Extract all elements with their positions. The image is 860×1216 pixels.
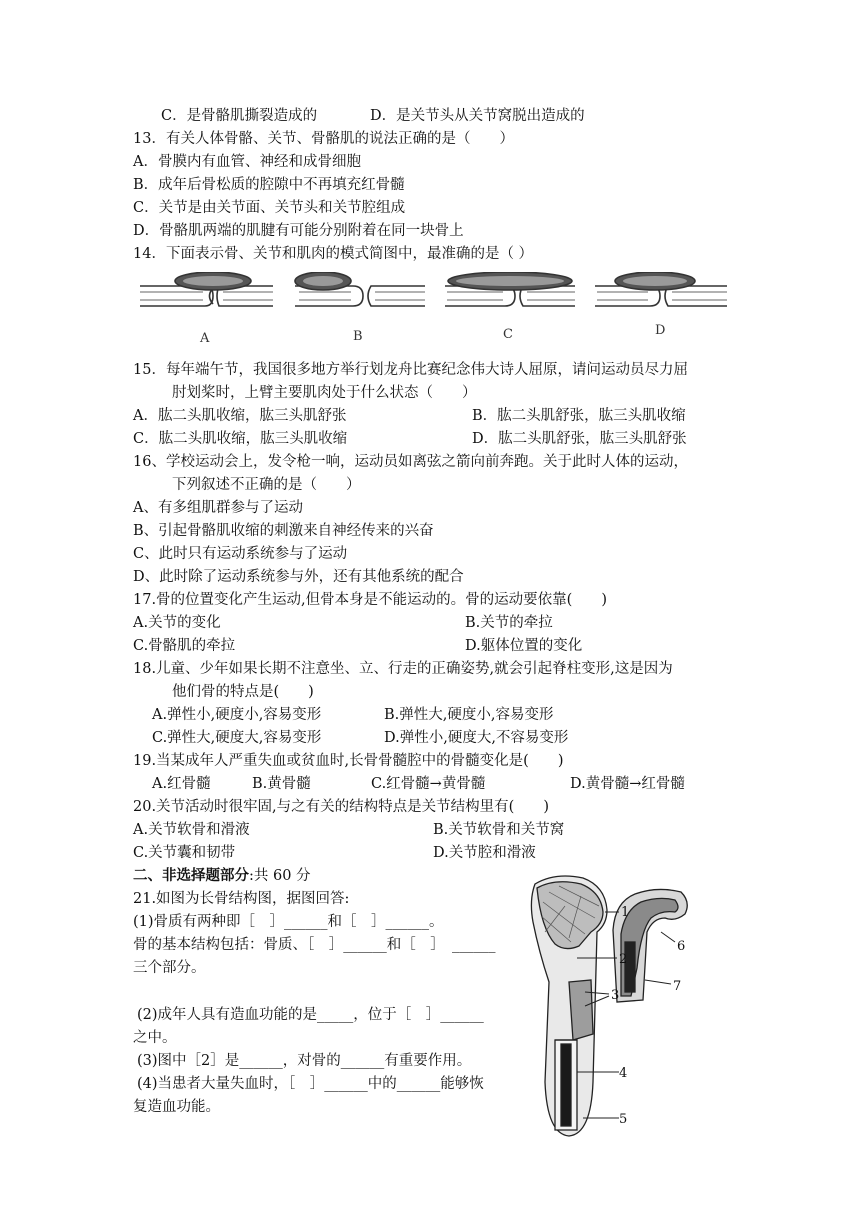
q15-stem-1: 15．每年端午节，我国很多地方举行划龙舟比赛纪念伟大诗人屈原，请问运动员尽力屈 (133, 362, 688, 378)
q21-line-1: (1)骨质有两种即［ ］______和［ ］______。 (133, 914, 444, 930)
q16-option-d: D、此时除了运动系统参与外，还有其他系统的配合 (133, 569, 464, 585)
q20-option-c: C.关节囊和韧带 (133, 845, 236, 861)
q14-stem: 14．下面表示骨、关节和肌肉的模式简图中，最准确的是（ ） (133, 246, 534, 262)
q20-option-d: D.关节腔和滑液 (433, 845, 536, 861)
q16-stem-1: 16、学校运动会上，发令枪一响，运动员如离弦之箭向前奔跑。关于此时人体的运动， (133, 454, 688, 470)
diagram-label-a: A (200, 331, 210, 346)
diagram-c (445, 272, 575, 306)
q21-line-5: 之中。 (133, 1030, 177, 1046)
q15-stem-2: 肘划桨时，上臂主要肌肉处于什么状态（ ） (172, 385, 477, 401)
q21-stem: 21.如图为长骨结构图，据图回答: (133, 891, 350, 907)
diagram-label-b: B (353, 329, 363, 344)
q19-option-c: C.红骨髓→黄骨髓 (371, 776, 486, 792)
q15-option-b: B．肱二头肌舒张，肱三头肌收缩 (472, 408, 686, 424)
q12-option-c: C．是骨骼肌撕裂造成的 (161, 108, 318, 124)
q19-option-b: B.黄骨髓 (252, 776, 311, 792)
q20-option-a: A.关节软骨和滑液 (133, 822, 250, 838)
q13-option-d: D．骨骼肌两端的肌腱有可能分别附着在同一块骨上 (133, 223, 464, 239)
q16-stem-2: 下列叙述不正确的是（ ） (172, 477, 361, 493)
q13-option-c: C．关节是由关节面、关节头和关节腔组成 (133, 200, 406, 216)
fig-label-5: 5 (619, 1112, 628, 1127)
q17-stem: 17.骨的位置变化产生运动,但骨本身是不能运动的。骨的运动要依靠( ) (133, 592, 607, 608)
q13-option-a: A．骨膜内有血管、神经和成骨细胞 (133, 154, 361, 170)
diagram-d (595, 272, 727, 306)
q15-option-d: D．肱二头肌舒张，肱三头肌舒张 (472, 431, 687, 447)
q20-stem: 20.关节活动时很牢固,与之有关的结构特点是关节结构里有( ) (133, 799, 549, 815)
q21-line-4: (2)成年人具有造血功能的是_____，位于［ ］______ (137, 1007, 484, 1023)
q16-option-c: C、此时只有运动系统参与了运动 (133, 546, 348, 562)
fig-label-6: 6 (677, 939, 686, 954)
q19-option-a: A.红骨髓 (152, 776, 211, 792)
diagram-b (295, 272, 425, 306)
section-2-score: :共 60 分 (249, 868, 311, 884)
q13-option-b: B．成年后骨松质的腔隙中不再填充红骨髓 (133, 177, 405, 193)
fig-label-3: 3 (611, 988, 620, 1003)
q18-stem-1: 18.儿童、少年如果长期不注意坐、立、行走的正确姿势,就会引起脊柱变形,这是因为 (133, 661, 673, 677)
section-2-title: 二、非选择题部分 (133, 867, 249, 884)
diagram-label-d: D (655, 323, 666, 338)
q21-line-3: 三个部分。 (133, 960, 206, 976)
q18-option-c: C.弹性大,硬度大,容易变形 (152, 730, 322, 746)
fig-label-2: 2 (619, 952, 628, 967)
q16-option-b: B、引起骨骼肌收缩的刺激来自神经传来的兴奋 (133, 523, 434, 539)
q18-option-d: D.弹性小,硬度大,不容易变形 (384, 730, 569, 746)
q13-stem: 13．有关人体骨骼、关节、骨骼肌的说法正确的是（ ） (133, 131, 514, 147)
q16-option-a: A、有多组肌群参与了运动 (133, 500, 303, 516)
fig-label-4: 4 (619, 1066, 628, 1081)
q15-option-c: C．肱二头肌收缩，肱三头肌收缩 (133, 431, 348, 447)
long-bone-diagram (525, 872, 725, 1144)
q17-option-c: C.骨骼肌的牵拉 (133, 638, 236, 654)
diagram-a (140, 272, 273, 306)
q19-stem: 19.当某成年人严重失血或贫血时,长骨骨髓腔中的骨髓变化是( ) (133, 753, 564, 769)
q18-stem-2: 他们骨的特点是( ) (172, 684, 314, 700)
q21-line-8: 复造血功能。 (133, 1099, 220, 1115)
q21-line-7: (4)当患者大量失血时，［ ］______中的______能够恢 (137, 1076, 484, 1092)
q14-joint-diagrams (135, 272, 735, 346)
fig-label-1: 1 (621, 905, 630, 920)
q21-line-2: 骨的基本结构包括：骨质、［ ］______和［ ］ ______ (133, 937, 496, 953)
q15-option-a: A．肱二头肌收缩，肱三头肌舒张 (133, 408, 347, 424)
q20-option-b: B.关节软骨和关节窝 (433, 822, 565, 838)
section-2-heading (133, 866, 311, 886)
diagram-label-c: C (503, 327, 513, 342)
fig-label-7: 7 (673, 979, 682, 994)
q18-option-b: B.弹性大,硬度小,容易变形 (384, 707, 554, 723)
q18-option-a: A.弹性小,硬度小,容易变形 (152, 707, 322, 723)
q17-option-a: A.关节的变化 (133, 615, 221, 631)
q21-line-6: (3)图中［2］是______，对骨的______有重要作用。 (137, 1053, 472, 1069)
q17-option-d: D.躯体位置的变化 (465, 638, 583, 654)
q17-option-b: B.关节的牵拉 (465, 615, 553, 631)
q12-option-d: D．是关节头从关节窝脱出造成的 (370, 108, 585, 124)
q19-option-d: D.黄骨髓→红骨髓 (570, 776, 685, 792)
